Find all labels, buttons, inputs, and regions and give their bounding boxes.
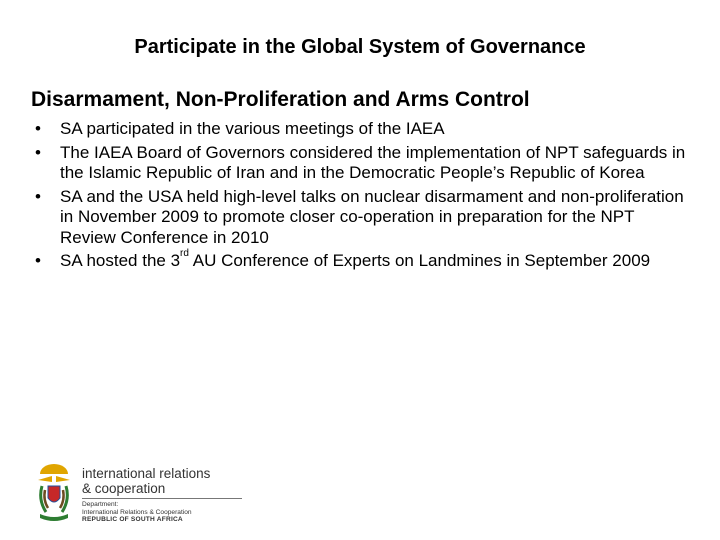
bullet-text: SA participated in the various meetings of the IAEA xyxy=(60,119,445,138)
slide-title: Participate in the Global System of Governance xyxy=(134,36,586,58)
bullet-text: SA and the USA held high-level talks on nuclear disarmament and non-proliferation in November 2009 to promote closer co-operation in preparation for the NPT Review Conference in 2010 xyxy=(60,186,684,247)
bullet-icon: • xyxy=(35,119,41,138)
ordinal-suffix: rd xyxy=(180,248,189,259)
coat-of-arms-icon xyxy=(34,462,74,522)
bullet-text-part: AU Conference of Experts on Landmines in September 2009 xyxy=(188,251,651,270)
bullet-icon: • xyxy=(35,251,41,270)
bullet-list xyxy=(30,119,690,275)
bullet-item xyxy=(30,248,690,272)
logo-divider xyxy=(82,498,242,499)
bullet-item xyxy=(30,187,690,249)
slide-subtitle: Disarmament, Non-Proliferation and Arms Control xyxy=(31,88,530,111)
bullet-item xyxy=(30,143,690,184)
bullet-item xyxy=(30,119,690,140)
bullet-icon: • xyxy=(35,186,41,206)
bullet-text: The IAEA Board of Governors considered the implementation of NPT safeguards in the Islamic Republic of Iran and in the Democratic People’s Republic of Korea xyxy=(60,142,686,182)
department-logo xyxy=(34,462,234,524)
bullet-text xyxy=(60,248,651,270)
department-name: international relations & cooperation xyxy=(82,466,211,496)
department-subtitle: Department: International Relations & Cooperation REPUBLIC OF SOUTH AFRICA xyxy=(82,501,192,524)
bullet-icon: • xyxy=(35,142,41,162)
bullet-text-part: SA hosted the 3 xyxy=(60,251,181,270)
